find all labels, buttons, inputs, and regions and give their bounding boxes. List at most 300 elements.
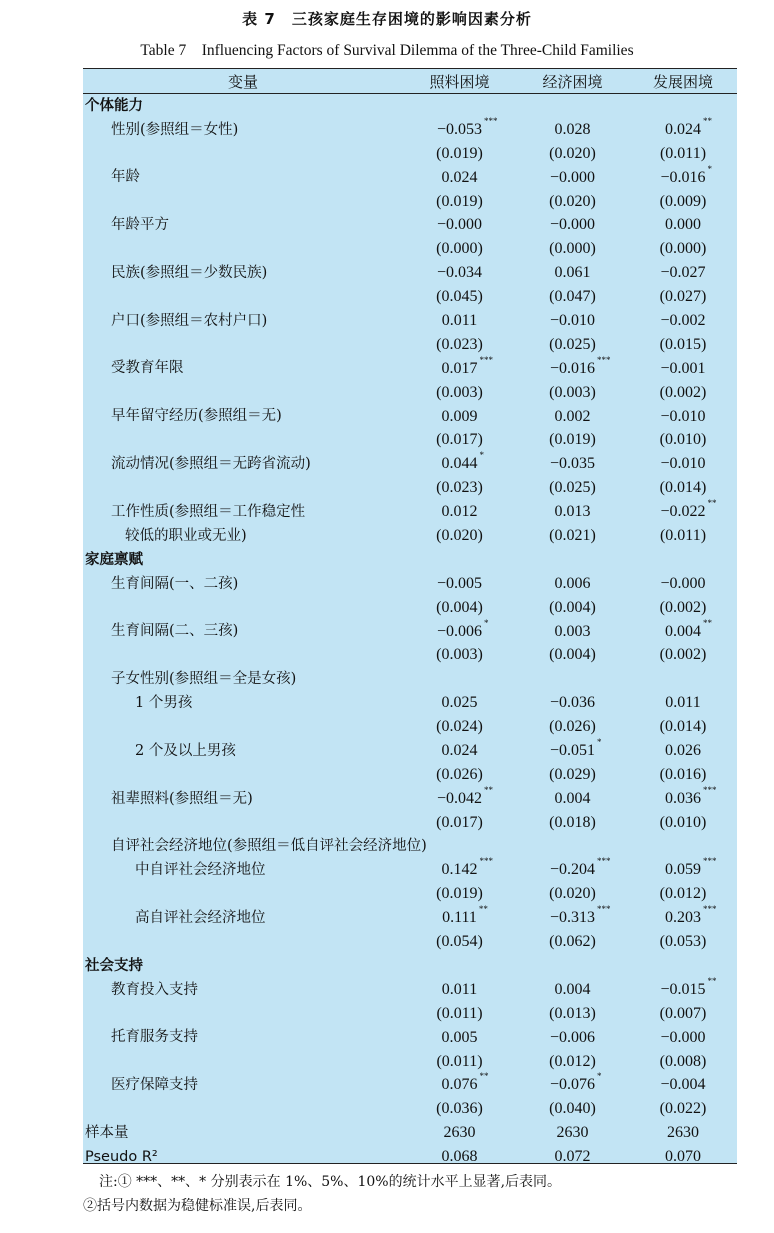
coefficient-value — [555, 623, 591, 640]
coefficient-value — [549, 1071, 602, 1094]
variable-label: 托育服务支持 — [111, 1029, 198, 1046]
coefficient-value — [557, 1124, 589, 1141]
coefficient-value — [665, 856, 717, 879]
value-cell — [403, 784, 516, 811]
significance-stars: *** — [597, 354, 611, 365]
header-development-dilemma: 发展困境 — [629, 69, 737, 94]
value-text: 0.024 — [441, 741, 478, 759]
coefficient-value — [555, 121, 591, 138]
group-label: 自评社会经济地位(参照组＝低自评社会经济地位) — [111, 838, 427, 855]
significance-stars: * — [597, 736, 602, 747]
variable-label — [83, 381, 403, 405]
value-cell — [403, 715, 516, 739]
value-text: (0.009) — [659, 192, 707, 210]
std-error-value — [660, 479, 707, 496]
variable-label: 年龄平方 — [111, 217, 169, 234]
std-error-value — [549, 1100, 596, 1117]
value-cell — [516, 476, 629, 500]
value-cell — [403, 1002, 516, 1026]
std-error-value — [549, 814, 596, 831]
coefficient-value — [555, 1148, 591, 1165]
note-robust-se: ②括号内数据为稳健标准误,后表同。 — [83, 1198, 312, 1214]
variable-label — [83, 1002, 403, 1026]
std-error-value — [436, 718, 483, 735]
std-error-value — [660, 646, 707, 663]
coefficient-value — [549, 736, 602, 759]
std-error-value — [436, 384, 483, 401]
value-cell — [629, 691, 737, 715]
value-text: (0.011) — [436, 1004, 483, 1022]
value-text: −0.004 — [660, 1076, 706, 1094]
coefficient-row — [83, 859, 737, 883]
coefficient-value — [441, 354, 493, 377]
std-error-row — [83, 1097, 737, 1121]
variable-label — [83, 882, 403, 906]
value-cell — [403, 142, 516, 166]
coefficient-row — [83, 572, 737, 596]
value-text: 0.026 — [665, 741, 701, 759]
coefficient-value — [436, 527, 483, 544]
coefficient-value — [660, 1029, 705, 1046]
coefficient-value — [665, 694, 700, 711]
coefficient-row — [83, 309, 737, 333]
std-error-value — [549, 384, 596, 401]
value-cell — [403, 524, 516, 548]
std-error-value — [660, 240, 707, 257]
value-cell — [629, 572, 737, 596]
value-text: −0.000 — [660, 1028, 706, 1046]
variable-label — [83, 643, 403, 667]
significance-stars: *** — [479, 354, 493, 365]
value-text: (0.024) — [436, 718, 483, 736]
value-text: (0.014) — [659, 718, 707, 736]
regression-table-area — [83, 68, 737, 1164]
header-care-dilemma: 照料困境 — [403, 69, 516, 94]
value-cell — [403, 930, 516, 954]
coefficient-row — [83, 500, 737, 524]
std-error-value — [436, 479, 483, 496]
variable-label: 生育间隔(一、二孩) — [111, 575, 239, 592]
value-cell — [403, 1026, 516, 1050]
value-text: −0.034 — [436, 264, 483, 282]
variable-label — [83, 1050, 403, 1074]
value-text: 0.111 — [442, 909, 477, 927]
std-error-value — [549, 288, 596, 305]
coefficient-value — [660, 975, 717, 998]
coefficient-value — [549, 527, 596, 544]
variable-label — [83, 715, 403, 739]
value-text: −0.035 — [549, 455, 596, 473]
significance-stars: ** — [703, 617, 712, 628]
coefficient-value — [442, 904, 488, 927]
value-cell — [516, 428, 629, 452]
std-error-row — [83, 930, 737, 954]
variable-label: 户口(参照组＝农村户口) — [111, 312, 268, 329]
value-cell — [403, 213, 516, 237]
value-text: −0.042 — [436, 789, 483, 807]
coefficient-value — [437, 575, 482, 592]
coefficient-value — [665, 115, 712, 138]
coefficient-value — [436, 617, 489, 640]
std-error-value — [436, 336, 483, 353]
significance-stars: *** — [703, 784, 717, 795]
value-text: (0.053) — [659, 933, 707, 951]
coefficient-value — [665, 617, 712, 640]
value-cell — [403, 691, 516, 715]
coefficient-row — [83, 1145, 737, 1169]
value-text: −0.016 — [549, 359, 596, 377]
std-error-row — [83, 237, 737, 261]
variable-label: 样本量 — [85, 1124, 129, 1141]
variable-label — [83, 596, 403, 620]
value-cell — [629, 811, 737, 835]
significance-stars: ** — [703, 115, 712, 126]
value-text: (0.018) — [549, 813, 596, 831]
value-text: 0.004 — [665, 622, 701, 640]
variable-label: 1 个男孩 — [135, 694, 193, 711]
coefficient-row — [83, 452, 737, 476]
coefficient-row — [83, 524, 737, 548]
std-error-value — [660, 766, 707, 783]
significance-stars: *** — [597, 904, 611, 915]
std-error-value — [549, 145, 596, 162]
value-cell — [629, 784, 737, 811]
significance-stars: ** — [479, 1071, 489, 1082]
coefficient-value — [555, 503, 591, 520]
coefficient-value — [441, 856, 493, 879]
value-cell — [629, 261, 737, 285]
value-cell — [629, 739, 737, 763]
coefficient-value — [441, 450, 484, 473]
std-error-value — [436, 599, 483, 616]
variable-label — [83, 142, 403, 166]
value-cell — [403, 166, 516, 190]
value-cell — [403, 763, 516, 787]
value-text: −0.000 — [549, 168, 596, 186]
value-cell — [403, 309, 516, 333]
coefficient-value — [665, 784, 717, 807]
std-error-value — [660, 431, 707, 448]
value-text: (0.020) — [549, 192, 596, 210]
std-error-value — [660, 599, 707, 616]
coefficient-row — [83, 739, 737, 763]
variable-label: 受教育年限 — [111, 360, 184, 377]
value-cell — [516, 572, 629, 596]
coefficient-row — [83, 787, 737, 811]
value-text: −0.010 — [660, 455, 706, 473]
value-text: (0.062) — [549, 933, 596, 951]
std-error-row — [83, 715, 737, 739]
value-cell — [629, 1074, 737, 1098]
value-cell — [403, 354, 516, 381]
table-notes — [83, 1170, 763, 1218]
header-economic-dilemma: 经济困境 — [516, 69, 629, 94]
coefficient-value — [442, 312, 477, 329]
significance-stars: ** — [707, 975, 717, 986]
value-text: 2630 — [556, 1124, 589, 1142]
value-text: −0.027 — [660, 264, 706, 282]
value-text: 0.068 — [441, 1148, 478, 1166]
group-label-row — [83, 835, 737, 859]
coefficient-value — [550, 216, 595, 233]
std-error-row — [83, 142, 737, 166]
value-text: 0.004 — [554, 789, 591, 807]
coefficient-value — [442, 503, 478, 520]
value-text: −0.006 — [436, 622, 483, 640]
coefficient-row — [83, 1121, 737, 1145]
std-error-row — [83, 1002, 737, 1026]
value-text: 0.025 — [441, 694, 478, 712]
value-cell — [403, 1097, 516, 1121]
value-text: (0.036) — [436, 1100, 483, 1118]
std-error-value — [549, 885, 596, 902]
coefficient-value — [549, 856, 611, 879]
coefficient-value — [660, 455, 705, 472]
value-cell — [629, 115, 737, 142]
coefficient-value — [555, 575, 591, 592]
std-error-value — [660, 145, 706, 162]
value-cell — [516, 596, 629, 620]
value-text: −0.010 — [549, 311, 596, 329]
value-cell — [403, 596, 516, 620]
table-title-cn: 表 7 三孩家庭生存困境的影响因素分析 — [242, 10, 532, 28]
value-cell — [629, 476, 737, 500]
value-cell — [516, 691, 629, 715]
value-text: (0.022) — [659, 1100, 707, 1118]
value-cell — [516, 906, 629, 930]
coefficient-value — [437, 264, 482, 281]
value-cell — [629, 190, 737, 214]
value-text: 0.061 — [554, 264, 591, 282]
value-cell — [629, 357, 737, 381]
table-title-en: Table 7 Influencing Factors of Survival Dilemma of the Three-Child Families — [140, 42, 634, 59]
value-cell — [403, 115, 516, 142]
group-label: 子女性别(参照组＝全是女孩) — [111, 671, 297, 688]
value-cell — [403, 381, 516, 405]
value-text: (0.000) — [659, 240, 707, 258]
value-cell — [629, 617, 737, 644]
variable-label — [83, 763, 403, 787]
value-text: −0.053 — [436, 120, 483, 138]
value-text: (0.045) — [436, 288, 483, 306]
value-text: (0.013) — [549, 1004, 596, 1022]
value-cell — [629, 856, 737, 883]
std-error-row — [83, 428, 737, 452]
value-text: (0.004) — [436, 598, 483, 616]
coefficient-row — [83, 357, 737, 381]
value-cell — [629, 930, 737, 954]
variable-label — [83, 476, 403, 500]
coefficient-row — [83, 166, 737, 190]
value-cell — [516, 405, 629, 429]
value-text: (0.003) — [549, 383, 596, 401]
std-error-row — [83, 882, 737, 906]
coefficient-value — [660, 1076, 705, 1093]
coefficient-row — [83, 906, 737, 930]
std-error-row — [83, 643, 737, 667]
value-cell — [629, 333, 737, 357]
header-row — [83, 69, 737, 94]
value-text: −0.076 — [549, 1076, 596, 1094]
value-cell — [516, 763, 629, 787]
header-variable: 变量 — [83, 69, 403, 94]
std-error-row — [83, 285, 737, 309]
coefficient-value — [436, 784, 494, 807]
coefficient-value — [550, 169, 595, 186]
value-cell — [403, 978, 516, 1002]
value-text: (0.047) — [549, 288, 596, 306]
value-text: (0.014) — [659, 479, 707, 497]
value-cell — [403, 617, 516, 644]
group-label-row — [83, 667, 737, 691]
value-text: (0.000) — [436, 240, 483, 258]
value-text: (0.019) — [549, 431, 596, 449]
value-text: −0.313 — [549, 909, 596, 927]
value-text: (0.010) — [659, 813, 707, 831]
value-text: −0.005 — [436, 574, 483, 592]
value-text: 0.004 — [554, 980, 591, 998]
value-cell — [403, 1145, 516, 1169]
variable-label: 早年留守经历(参照组＝无) — [111, 408, 282, 425]
coefficient-row — [83, 620, 737, 644]
coefficient-row — [83, 261, 737, 285]
significance-stars: ** — [478, 904, 488, 915]
value-cell — [516, 736, 629, 763]
value-cell — [516, 882, 629, 906]
value-cell — [403, 1071, 516, 1098]
coefficient-row — [83, 213, 737, 237]
value-text: (0.007) — [659, 1004, 707, 1022]
coefficient-value — [660, 163, 713, 186]
std-error-value — [549, 479, 596, 496]
coefficient-value — [555, 408, 591, 425]
coefficient-value — [555, 264, 591, 281]
coefficient-value — [660, 360, 705, 377]
value-text: (0.020) — [549, 144, 596, 162]
value-text: 0.044 — [441, 455, 478, 473]
coefficient-value — [437, 216, 482, 233]
significance-stars: *** — [703, 904, 717, 915]
value-cell — [516, 118, 629, 142]
value-cell — [516, 354, 629, 381]
value-text: (0.019) — [436, 885, 483, 903]
std-error-value — [436, 1053, 482, 1070]
variable-label: 高自评社会经济地位 — [135, 909, 266, 926]
value-text: (0.023) — [436, 479, 483, 497]
variable-label: 较低的职业或无业) — [125, 527, 247, 544]
value-text: 0.072 — [554, 1148, 591, 1166]
variable-label — [83, 190, 403, 214]
value-cell — [629, 882, 737, 906]
variable-label: 生育间隔(二、三孩) — [111, 623, 239, 640]
variable-label: 中自评社会经济地位 — [135, 862, 266, 879]
value-text: (0.010) — [659, 431, 707, 449]
significance-stars: * — [479, 450, 484, 461]
std-error-row — [83, 476, 737, 500]
std-error-row — [83, 190, 737, 214]
value-text: 0.005 — [441, 1028, 478, 1046]
value-text: 0.142 — [441, 861, 478, 879]
significance-stars: *** — [597, 856, 611, 867]
value-text: (0.015) — [659, 335, 707, 353]
value-text: (0.026) — [436, 765, 483, 783]
value-text: (0.004) — [549, 646, 596, 664]
value-text: (0.012) — [659, 885, 707, 903]
variable-label: 医疗保障支持 — [111, 1077, 198, 1094]
value-text: 2630 — [443, 1124, 476, 1142]
note-significance: 注:① ***、**、* 分别表示在 1%、5%、10%的统计水平上显著,后表同。 — [99, 1174, 562, 1190]
coefficient-value — [665, 742, 701, 759]
variable-label: 2 个及以上男孩 — [135, 742, 236, 759]
variable-label: 年龄 — [111, 169, 140, 186]
value-text: 0.000 — [665, 216, 701, 234]
std-error-value — [549, 599, 596, 616]
coefficient-value — [442, 408, 478, 425]
value-text: 0.203 — [665, 909, 701, 927]
value-text: (0.019) — [436, 144, 483, 162]
section-label: 社会支持 — [85, 957, 143, 974]
value-cell — [403, 333, 516, 357]
std-error-value — [549, 646, 596, 663]
value-text: −0.001 — [660, 359, 706, 377]
value-cell — [516, 500, 629, 524]
coefficient-value — [555, 790, 591, 807]
value-cell — [516, 1026, 629, 1050]
value-cell — [629, 906, 737, 930]
std-error-value — [549, 766, 596, 783]
std-error-value — [660, 288, 707, 305]
coefficient-value — [442, 169, 478, 186]
value-cell — [403, 237, 516, 261]
std-error-value — [549, 193, 596, 210]
coefficient-value — [665, 1148, 701, 1165]
variable-label: 教育投入支持 — [111, 981, 198, 998]
significance-stars: *** — [703, 856, 717, 867]
value-cell — [629, 142, 737, 166]
coefficient-value — [665, 904, 717, 927]
std-error-value — [549, 933, 596, 950]
value-text: (0.002) — [659, 646, 707, 664]
coefficient-value — [660, 264, 705, 281]
coefficient-value — [555, 981, 591, 998]
std-error-value — [549, 240, 596, 257]
value-cell — [516, 1002, 629, 1026]
value-cell — [403, 906, 516, 930]
value-text: (0.029) — [549, 765, 596, 783]
value-cell — [516, 1121, 629, 1145]
coefficient-row — [83, 118, 737, 142]
std-error-value — [660, 384, 707, 401]
std-error-value — [436, 288, 483, 305]
value-text: (0.003) — [436, 646, 483, 664]
value-text: (0.000) — [549, 240, 596, 258]
std-error-value — [436, 431, 483, 448]
value-text: 0.059 — [665, 861, 701, 879]
value-cell — [516, 811, 629, 835]
coefficient-value — [660, 527, 706, 544]
value-cell — [403, 882, 516, 906]
value-cell — [629, 452, 737, 476]
std-error-row — [83, 596, 737, 620]
value-text: (0.011) — [659, 526, 707, 544]
variable-label — [83, 237, 403, 261]
value-text: 0.011 — [441, 311, 478, 329]
value-cell — [629, 1050, 737, 1074]
value-cell — [516, 333, 629, 357]
value-text: (0.023) — [436, 335, 483, 353]
value-text: (0.019) — [436, 192, 483, 210]
variable-label — [83, 930, 403, 954]
